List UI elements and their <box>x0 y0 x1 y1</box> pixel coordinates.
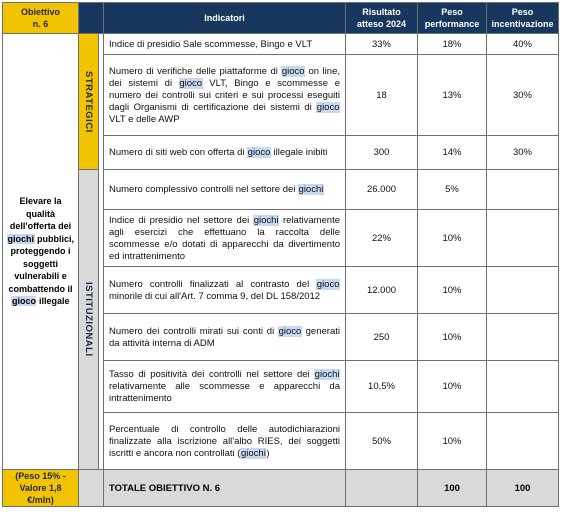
total-blank <box>79 470 104 507</box>
peso-line: €/mln) <box>27 495 54 505</box>
incentivazione-value <box>487 413 559 470</box>
indicator-text <box>104 210 346 267</box>
risultato-value: 33% <box>346 34 418 55</box>
incentivazione-value: 30% <box>487 136 559 170</box>
section-strategici-label: STRATEGICI <box>83 70 94 133</box>
incentivazione-value: 30% <box>487 55 559 136</box>
performance-value: 10% <box>418 210 487 267</box>
indicator-text <box>104 267 346 314</box>
risultato-value: 22% <box>346 210 418 267</box>
risultato-value: 12.000 <box>346 267 418 314</box>
objective-line: combattendo il <box>8 283 73 294</box>
objective-line: soggetti <box>23 258 58 269</box>
highlighted-term: gioco <box>247 147 271 158</box>
highlighted-term: giochi <box>253 214 279 226</box>
indicator-segment: Numero di siti web con offerta di <box>109 147 248 158</box>
indicator-text <box>104 170 346 210</box>
highlighted-term: giochi <box>314 369 340 380</box>
objective-line: qualità <box>25 208 55 219</box>
section-istituzionali <box>79 170 99 470</box>
indicator-segment: relativamente agli esercizi che effettuano la raccolta delle scommesse e/o dotati di apparecchi da divertimento ed intrattenimento <box>109 214 341 262</box>
peso-value-cell <box>3 470 79 507</box>
indicator-text <box>104 314 346 361</box>
header-performance-l2: performance <box>424 19 480 29</box>
indicator-segment: Numero complessivo controlli nel settore dei <box>109 184 299 195</box>
highlighted-term: gioco <box>316 101 340 113</box>
header-risultato-l2: atteso 2024 <box>356 19 407 29</box>
risultato-value: 300 <box>346 136 418 170</box>
highlighted-term: gioco <box>281 65 305 77</box>
performance-value: 10% <box>418 361 487 413</box>
performance-value: 5% <box>418 170 487 210</box>
incentivazione-value <box>487 267 559 314</box>
indicator-text <box>104 34 346 55</box>
objective-line: vulnerabili e <box>14 271 67 282</box>
highlighted-term: gioco <box>278 325 302 337</box>
highlighted-term: gioco <box>316 278 340 290</box>
objective-table <box>2 2 559 507</box>
risultato-value: 50% <box>346 413 418 470</box>
header-row <box>3 3 559 34</box>
total-incentivazione: 100 <box>487 470 559 507</box>
indicator-segment: on line, dei sistemi di <box>109 65 340 89</box>
incentivazione-value <box>487 361 559 413</box>
performance-value: 10% <box>418 413 487 470</box>
indicator-segment: VLT e delle AWP <box>109 113 180 125</box>
indicator-segment: Percentuale di controllo delle autodichiarazioni finalizzate alla iscrizione all'albo RIES, dei soggetti iscritti e ancora non controllati ( <box>109 423 340 459</box>
indicator-segment: Indice di presidio nel settore dei <box>109 214 254 226</box>
performance-value: 10% <box>418 267 487 314</box>
header-incentivazione-l1: Peso <box>511 7 534 17</box>
total-risultato <box>346 470 418 507</box>
header-obiettivo-label: Obiettivo <box>20 7 60 17</box>
indicator-segment: ) <box>266 447 270 459</box>
header-incentivazione-l2: incentivazione <box>491 19 554 29</box>
indicator-segment: Tasso di positività dei controlli nel settore dei <box>109 369 315 380</box>
total-performance: 100 <box>418 470 487 507</box>
peso-line: (Peso 15% - <box>15 471 66 481</box>
header-performance <box>418 3 487 34</box>
indicator-text <box>104 361 346 413</box>
peso-line: Valore 1,8 <box>19 483 62 493</box>
header-incentivazione <box>487 3 559 34</box>
highlighted-term: gioco <box>179 77 203 89</box>
objective-highlight: gioco <box>11 296 36 307</box>
performance-value: 18% <box>418 34 487 55</box>
objective-line: proteggendo i <box>10 246 71 257</box>
table-row <box>3 170 559 210</box>
indicator-text <box>104 55 346 136</box>
incentivazione-value <box>487 314 559 361</box>
indicator-segment: Indice di presidio Sale scommesse, Bingo e VLT <box>109 38 313 50</box>
incentivazione-value <box>487 210 559 267</box>
incentivazione-value <box>487 170 559 210</box>
total-row <box>3 470 559 507</box>
objective-line: pubblici, <box>34 233 74 244</box>
total-label: TOTALE OBIETTIVO N. 6 <box>104 470 346 507</box>
highlighted-term: giochi <box>298 184 324 195</box>
indicator-segment: relativamente alle scommesse e apparecchi da intrattenimento <box>109 381 340 404</box>
header-performance-l1: Peso <box>441 7 463 17</box>
objective-line: illegale <box>36 296 70 307</box>
risultato-value: 250 <box>346 314 418 361</box>
indicator-text <box>104 413 346 470</box>
risultato-value: 26.000 <box>346 170 418 210</box>
indicator-text <box>104 136 346 170</box>
indicator-segment: illegale inibiti <box>270 147 328 158</box>
indicator-segment: Numero controlli finalizzati al contrasto del <box>109 278 317 290</box>
table-row <box>3 34 559 55</box>
section-strategici <box>79 34 99 170</box>
section-istituzionali-label: ISTITUZIONALI <box>83 282 94 357</box>
highlighted-term: giochi <box>240 447 266 459</box>
header-risultato-l1: Risultato <box>362 7 401 17</box>
header-indicatori: Indicatori <box>104 3 346 34</box>
indicator-segment: Numero di verifiche delle piattaforme di <box>109 65 282 77</box>
objective-description <box>3 34 79 470</box>
indicator-segment: generati da attività interna di ADM <box>109 325 340 349</box>
header-obiettivo-number: n. 6 <box>32 19 49 29</box>
header-obiettivo <box>3 3 79 34</box>
indicator-segment: VLT, Bingo e scommesse e numero dei controlli sui criteri e sui processi eseguiti dagli Organismi di certificazione dei sistemi di <box>109 77 340 113</box>
incentivazione-value: 40% <box>487 34 559 55</box>
indicator-segment: Numero dei controlli mirati sui conti di <box>109 325 279 337</box>
objective-line: dell'offerta dei <box>9 221 72 232</box>
header-blank <box>79 3 104 34</box>
header-risultato <box>346 3 418 34</box>
risultato-value: 10,5% <box>346 361 418 413</box>
indicator-segment: minorile di cui all'Art. 7 comma 9, del DL 158/2012 <box>109 290 321 302</box>
objective-highlight: giochi <box>7 233 34 244</box>
objective-line: Elevare la <box>19 196 62 207</box>
performance-value: 14% <box>418 136 487 170</box>
performance-value: 13% <box>418 55 487 136</box>
performance-value: 10% <box>418 314 487 361</box>
risultato-value: 18 <box>346 55 418 136</box>
